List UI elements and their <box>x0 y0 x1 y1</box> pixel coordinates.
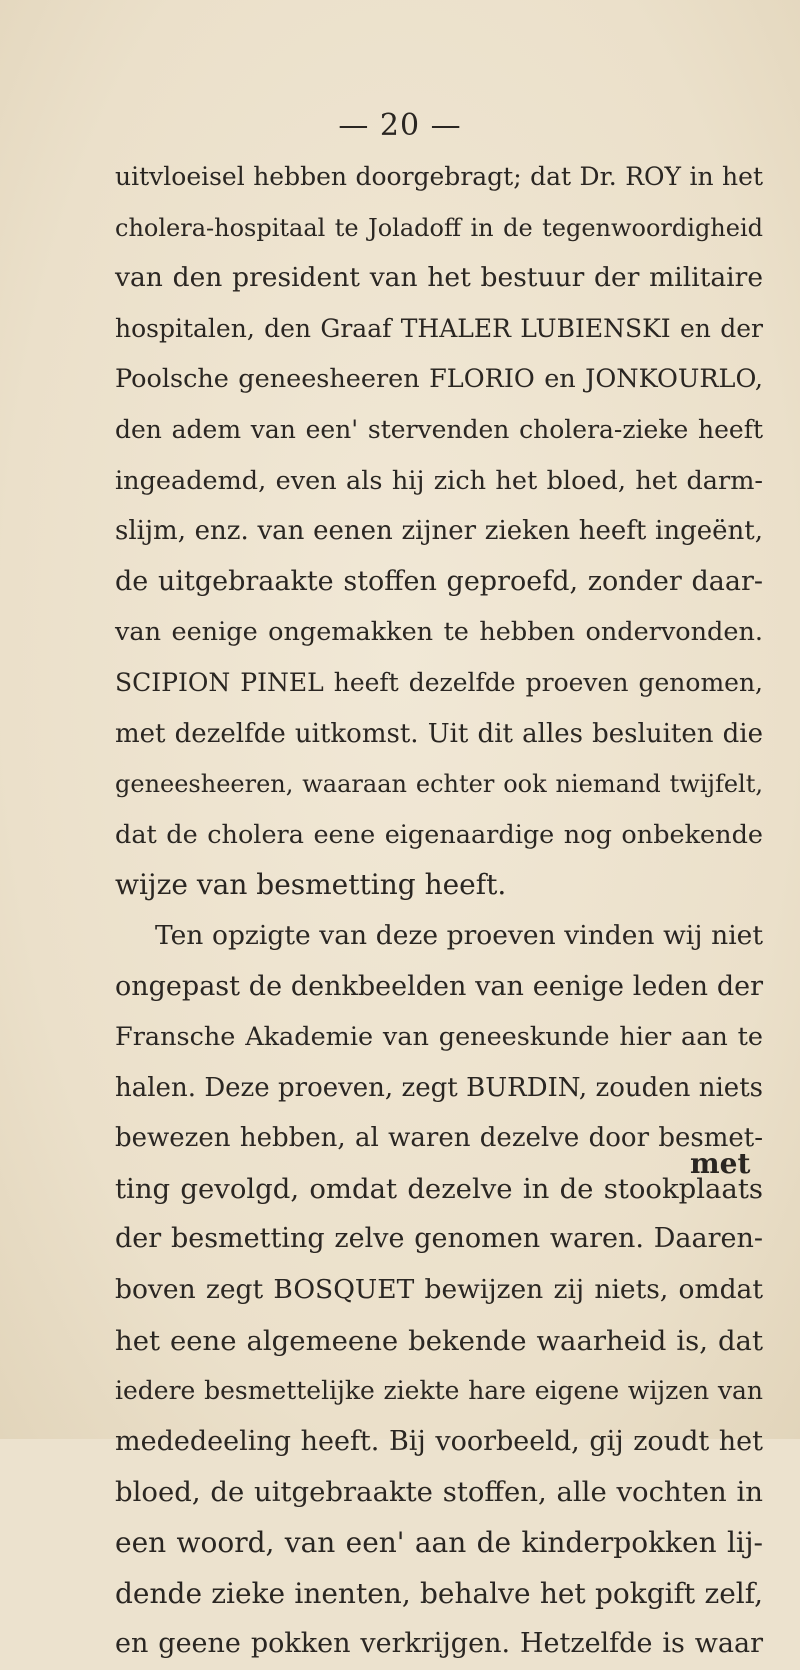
text-line: der besmetting zelve genomen waren. Daaren- <box>115 1223 763 1255</box>
text-line: bloed, de uitgebraakte stoffen, alle vochten in <box>115 1476 763 1509</box>
text-line: iedere besmettelijke ziekte hare eigene wijzen van <box>115 1376 763 1406</box>
text-line: het eene algemeene bekende waarheid is, dat <box>115 1324 763 1357</box>
text-line: cholera-hospitaal te Joladoff in de tegenwoordigheid <box>115 213 763 242</box>
text-line: van den president van het bestuur der militaire <box>115 262 763 294</box>
text-line: boven zegt BOSQUET bewijzen zij niets, omdat <box>115 1274 763 1306</box>
text-line: ting gevolgd, omdat dezelve in de stookplaats <box>115 1172 763 1205</box>
text-line: mededeeling heeft. Bij voorbeeld, gij zoudt het <box>115 1425 763 1457</box>
paragraph-end-line: wijze van besmetting heeft. <box>115 868 507 902</box>
text-line: ongepast de denkbeelden van eenige leden der <box>115 970 763 1002</box>
text-line: de uitgebraakte stoffen geproefd, zonder daar- <box>115 565 763 597</box>
text-line: slijm, enz. van eenen zijner zieken heeft ingeënt, <box>115 516 763 547</box>
text-line: SCIPION PINEL heeft dezelfde proeven genomen, <box>115 667 763 697</box>
text-line: bewezen hebben, al waren dezelve door besmet- <box>115 1123 763 1154</box>
text-line: hospitalen, den Graaf THALER LUBIENSKI en der <box>115 313 763 343</box>
text-line: geneesheeren, waaraan echter ook niemand twijfelt, <box>115 770 763 799</box>
text-line: een woord, van een' aan de kinderpokken lij- <box>115 1526 763 1560</box>
text-line: dat de cholera eene eigenaardige nog onbekende <box>115 819 763 850</box>
page-number-header: — 20 — <box>338 108 462 143</box>
text-line: en geene pokken verkrijgen. Hetzelfde is waar <box>115 1628 763 1660</box>
catchword: met <box>690 1147 751 1180</box>
text-line: Poolsche geneesheeren FLORIO en JONKOURLO, <box>115 364 763 395</box>
text-line: van eenige ongemakken te hebben ondervonden. <box>115 617 763 648</box>
body-text <box>115 152 763 1670</box>
paragraph-start-line: Ten opzigte van deze proeven vinden wij niet <box>155 919 763 951</box>
text-line: Fransche Akademie van geneeskunde hier aan te <box>115 1022 763 1053</box>
text-line: uitvloeisel hebben doorgebragt; dat Dr. ROY in het <box>115 162 763 191</box>
text-line: halen. Deze proeven, zegt BURDIN, zouden niets <box>115 1072 763 1103</box>
text-line: met dezelfde uitkomst. Uit dit alles besluiten die <box>115 718 763 749</box>
text-line: den adem van een' stervenden cholera-zieke heeft <box>115 414 763 444</box>
text-line: ingeademd, even als hij zich het bloed, het darm- <box>115 465 763 496</box>
text-line: dende zieke inenten, behalve het pokgift zelf, <box>115 1576 763 1610</box>
